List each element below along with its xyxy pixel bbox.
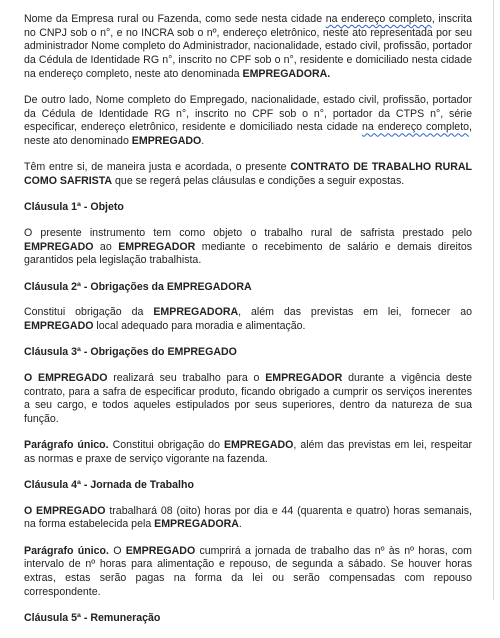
clause-heading-3: Cláusula 3ª - Obrigações do EMPREGADO — [24, 346, 237, 359]
document-body — [24, 13, 472, 638]
clause-heading-1: Cláusula 1ª - Objeto — [24, 201, 124, 214]
paragraph-single-clause-3 — [24, 439, 472, 466]
text: local adequado para moradia e alimentação. — [93, 319, 306, 332]
bold-text: O EMPREGADO — [24, 504, 106, 517]
text: , neste ato denominado — [24, 121, 472, 148]
paragraph-employee-obligations — [24, 372, 472, 427]
clause-heading-2: Cláusula 2ª - Obrigações da EMPREGADORA — [24, 280, 252, 293]
text: , além das previstas em lei, respeitar as normas e praxe de serviço vigorante na fazenda. — [24, 439, 472, 465]
paragraph-object — [24, 227, 472, 268]
text: durante a vigência deste contrato, para a safra de especificar produto, ficando obrigado a cumprir os serviços inerentes a seu cargo, e todos aqueles estipulados por seus superiores, dentro da natureza de sua função. — [24, 371, 472, 425]
bold-text: EMPREGADO — [125, 544, 196, 557]
text: mediante o recebimento de salário e demais direitos garantidos pela legislação trabalhista. — [24, 240, 473, 267]
clause-heading-5: Cláusula 5ª - Remuneração — [24, 612, 161, 624]
bold-text: EMPREGADORA — [154, 518, 239, 531]
bold-text: EMPREGADO — [24, 319, 94, 332]
text: Constitui obrigação da — [24, 306, 154, 319]
text: Têm entre si, de maneira justa e acordada, o presente — [24, 161, 291, 174]
bold-text: EMPREGADO — [24, 240, 94, 253]
paragraph-single-clause-4 — [24, 545, 472, 600]
bold-text: Parágrafo único. — [24, 439, 109, 452]
text: . — [201, 135, 205, 148]
bold-text: EMPREGADOR — [118, 240, 196, 253]
bold-text: EMPREGADO — [223, 439, 294, 452]
text: De outro lado, Nome completo do Empregado, nacionalidade, estado civil, profissão, portador da Cédula de Identidade RG n°, inscrito no CPF sob o n°, portador da CTPS n°, série especificar, endereço eletrônico, residente e domiciliado nesta cidade — [24, 94, 472, 134]
bold-text: EMPREGADORA. — [242, 67, 331, 80]
clause-heading-4: Cláusula 4ª - Jornada de Trabalho — [24, 479, 194, 492]
text: , além das previstas em lei, fornecer ao — [238, 306, 472, 319]
paragraph-working-hours — [24, 505, 472, 532]
text: ao — [93, 240, 119, 253]
paragraph-employer-identification — [24, 13, 472, 82]
text: , inscrita no CNPJ sob o n°, e no INCRA sob o nº, endereço eletrônico, neste ato representada por seu administrador Nome completo do Administrador, nacionalidade, estado civil, profissão, portador da Cédula de Identidade RG n°, inscrito no CPF sob o n°, residente e domiciliado nesta cidade na endereço completo, neste ato denominada — [24, 13, 472, 80]
bold-text: Parágrafo único. — [24, 544, 109, 557]
document-page — [6, 0, 494, 624]
text: realizará seu trabalho para o — [107, 371, 266, 384]
bold-text: EMPREGADO — [131, 135, 202, 148]
bold-text: O EMPREGADO — [24, 371, 108, 384]
text: trabalhará 08 (oito) horas por dia e 44 (quarenta e quatro) horas semanais, na forma estabelecida pela — [24, 504, 472, 531]
spellcheck-underlined-text: na endereço completo — [362, 121, 470, 134]
paragraph-employer-obligations — [24, 306, 472, 333]
text: O presente instrumento tem como objeto o trabalho rural de safrista prestado pelo — [24, 226, 472, 239]
text: Constitui obrigação do — [108, 439, 224, 452]
bold-text: CONTRATO DE TRABALHO RURAL COMO SAFRISTA — [24, 161, 472, 188]
paragraph-employee-identification — [24, 94, 472, 149]
paragraph-agreement — [24, 161, 472, 188]
text: Nome da Empresa rural ou Fazenda, como sede nesta cidade — [24, 13, 326, 25]
text: que se regerá pelas cláusulas e condições a seguir expostas. — [112, 175, 405, 188]
spellcheck-underlined-text: na endereço completo — [325, 13, 432, 25]
text: . — [238, 518, 242, 531]
text: cumprirá a jornada de trabalho das nº às nº horas, com intervalo de nº horas para alimentação e repouso, de segunda a sábado. Se houver horas extras, estas serão pagas na forma da lei ou serão compensadas com repouso correspondente. — [24, 544, 472, 598]
bold-text: EMPREGADOR — [265, 371, 343, 384]
bold-text: EMPREGADORA — [153, 306, 239, 319]
text: O — [108, 544, 126, 557]
